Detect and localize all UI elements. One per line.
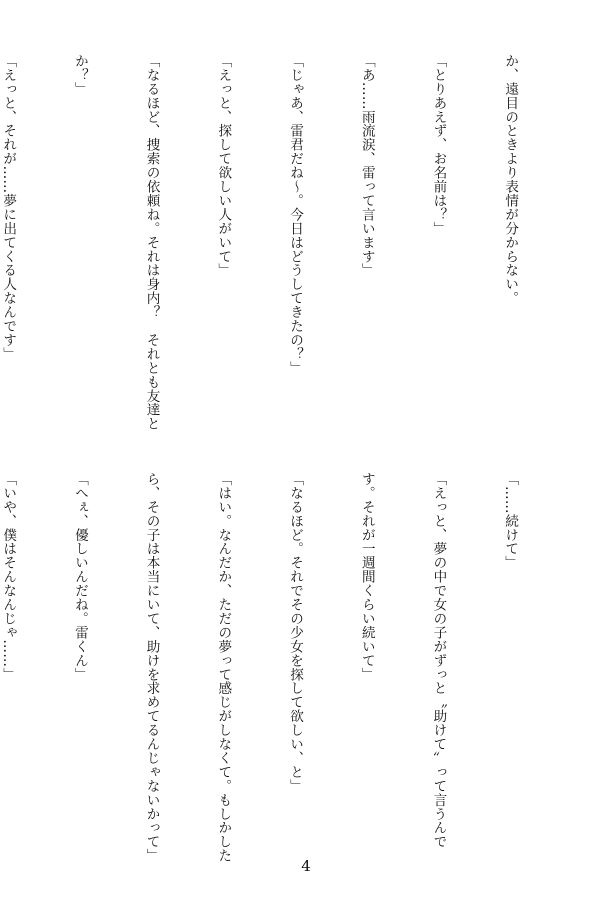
- page-number: 4: [301, 857, 311, 875]
- text-line: 「えっと、夢の中で女の子がずっと〝助けて〟って言うんで: [430, 472, 447, 849]
- text-line: 「なるほど、捜索の依頼ね。それは身内？ それとも友達と: [143, 54, 160, 431]
- text-line: か、遠目のときより表情が分からない。: [502, 54, 519, 306]
- text-line: 「……続けて」: [502, 472, 519, 570]
- upper-text-block: [0, 54, 569, 431]
- text-line: 「いや、僕はそんなんじゃ……」: [0, 472, 17, 682]
- lower-text-block: [0, 472, 569, 863]
- text-line: 「へぇ、優しいんだね。雷くん」: [71, 472, 88, 682]
- text-line: 「はい。なんだか、ただの夢って感じがしなくて。もしかした: [215, 472, 232, 863]
- text-line: か？」: [71, 54, 88, 96]
- text-line: 「とりあえず、お名前は？」: [430, 54, 447, 236]
- text-line: 「あ……雨流涙、雷って言います」: [358, 54, 375, 278]
- text-line: ら、その子は本当にいて、助けを求めてるんじゃないかって」: [143, 472, 160, 863]
- text-line: す。それが一週間くらい続いて」: [358, 472, 375, 682]
- text-line: 「じゃあ、雷君だね～。今日はどうしてきたの？」: [287, 54, 304, 375]
- text-line: 「なるほど。それでその少女を探して欲しい、と」: [287, 472, 304, 793]
- text-line: 「えっと、それが……夢に出てくる人なんです」: [0, 54, 17, 361]
- text-line: 「えっと、探して欲しい人がいて」: [215, 54, 232, 278]
